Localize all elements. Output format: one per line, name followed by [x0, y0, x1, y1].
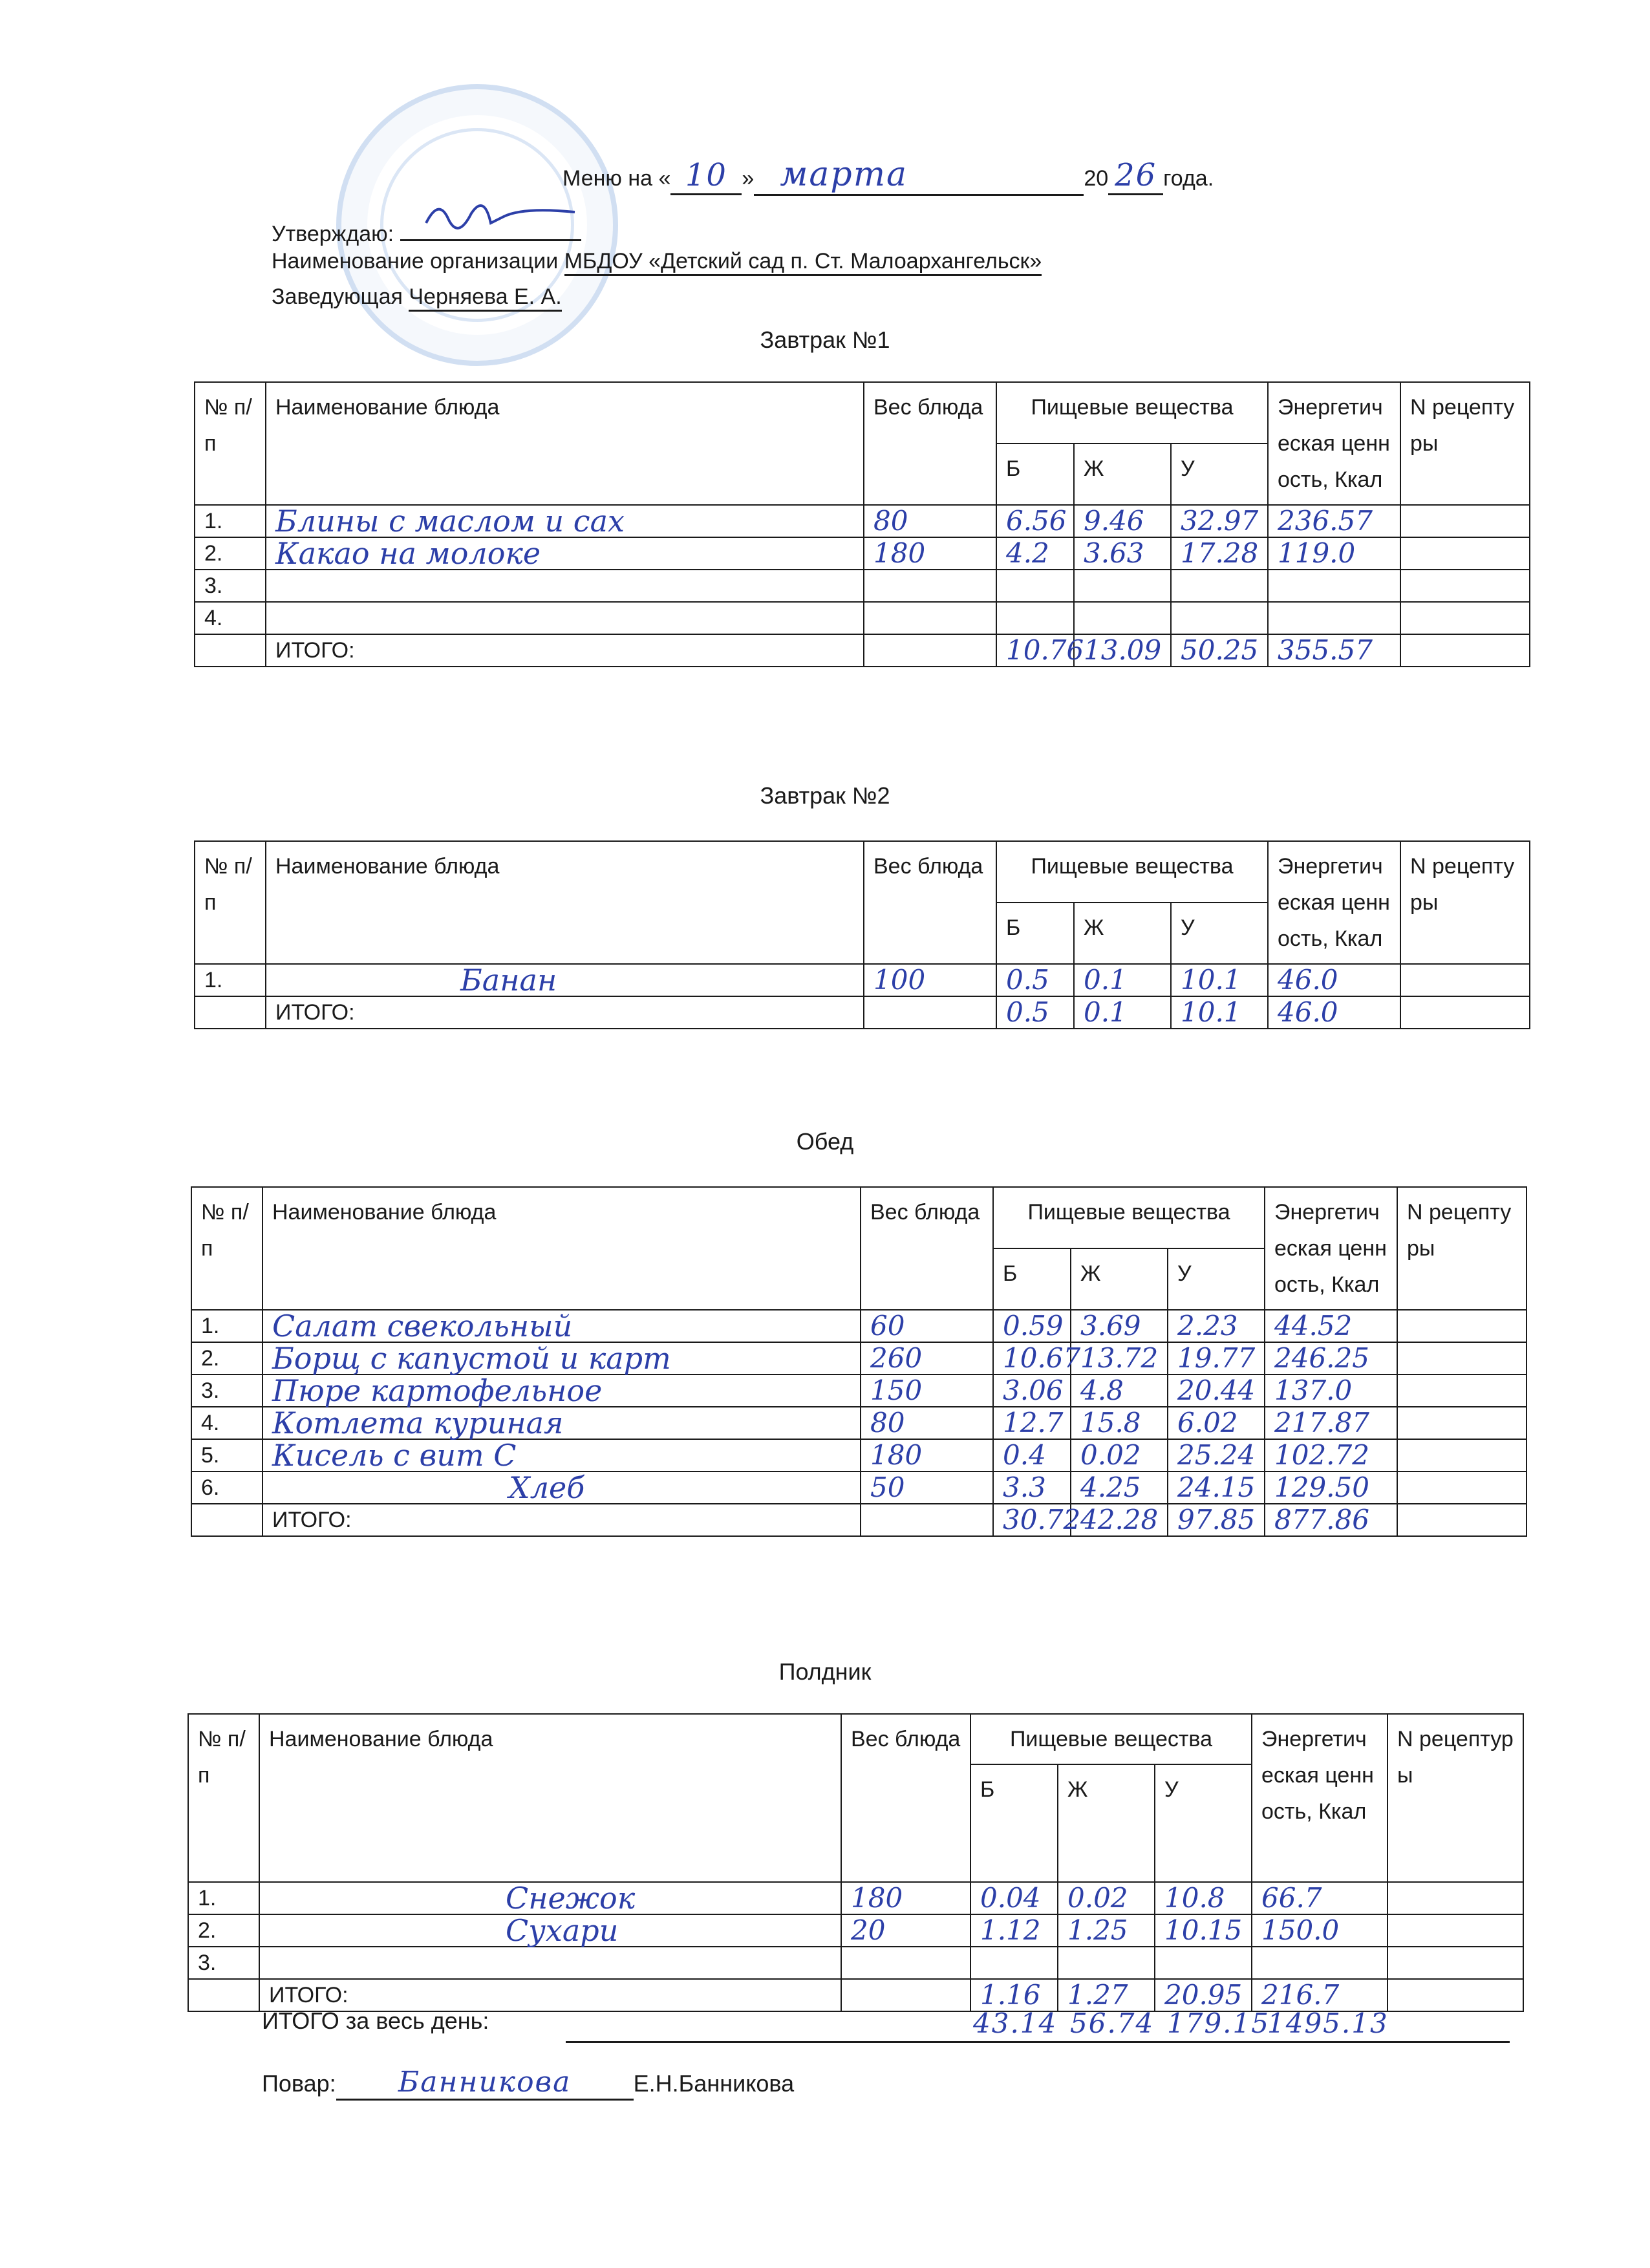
dish-fat: 3.63	[1074, 537, 1171, 570]
col-header-num: № п/п	[188, 1714, 259, 1882]
dish-weight: 60	[861, 1310, 993, 1342]
dish-carbs: 10.8	[1155, 1882, 1252, 1914]
dish-energy	[1252, 1947, 1388, 1979]
dish-carbs	[1155, 1947, 1252, 1979]
total-protein: 0.5	[996, 996, 1074, 1029]
menu-table-lunch	[191, 1186, 1527, 1537]
col-header-u: У	[1155, 1764, 1252, 1882]
approve-label: Утверждаю:	[272, 222, 394, 246]
table-row	[191, 1342, 1527, 1375]
dish-protein: 1.12	[970, 1914, 1058, 1947]
menu-date-line	[562, 155, 1214, 196]
row-num: 2.	[191, 1342, 262, 1375]
dish-carbs: 10.15	[1155, 1914, 1252, 1947]
total-recipe	[1397, 1504, 1527, 1536]
menu-table-snack	[188, 1713, 1524, 2012]
col-header-b: Б	[996, 903, 1074, 964]
dish-energy: 66.7	[1252, 1882, 1388, 1914]
total-label: ИТОГО:	[266, 634, 864, 667]
total-label: ИТОГО:	[262, 1504, 861, 1536]
dish-recipe	[1397, 1310, 1527, 1342]
dish-carbs: 17.28	[1171, 537, 1268, 570]
col-header-recipe: N рецептуры	[1397, 1187, 1527, 1310]
approve-line	[272, 213, 581, 247]
dish-name: Борщ с капустой и карт	[262, 1342, 861, 1375]
signature-mark	[413, 194, 581, 239]
dish-energy: 44.52	[1265, 1310, 1397, 1342]
dish-recipe	[1388, 1882, 1523, 1914]
table-row	[195, 964, 1530, 996]
dish-energy: 119.0	[1268, 537, 1400, 570]
approve-signature	[400, 213, 581, 241]
total-row	[195, 996, 1530, 1029]
dish-weight: 150	[861, 1375, 993, 1407]
dish-energy: 217.87	[1265, 1407, 1397, 1439]
dish-weight: 50	[861, 1471, 993, 1504]
document-header	[0, 0, 1650, 310]
dish-carbs: 25.24	[1168, 1439, 1265, 1471]
dish-protein: 10.67	[993, 1342, 1071, 1375]
dish-name	[266, 602, 864, 634]
table-row	[191, 1407, 1527, 1439]
head-label: Заведующая	[272, 284, 403, 309]
row-num: 1.	[195, 505, 266, 537]
dish-protein: 3.3	[993, 1471, 1071, 1504]
total-fat: 42.28	[1071, 1504, 1168, 1536]
dish-fat: 0.02	[1058, 1882, 1155, 1914]
day-total-energy: 1495.13	[1267, 2007, 1389, 2039]
section-title-breakfast-1: Завтрак №1	[760, 326, 890, 353]
dish-energy	[1268, 570, 1400, 602]
dish-name	[266, 570, 864, 602]
col-header-recipe: N рецептуры	[1388, 1714, 1523, 1882]
table-row	[188, 1947, 1523, 1979]
col-header-energy: Энергетическая ценность, Ккал	[1268, 841, 1400, 964]
col-header-num: № п/п	[191, 1187, 262, 1310]
dish-protein: 12.7	[993, 1407, 1071, 1439]
total-energy: 216.7	[1252, 1979, 1388, 2011]
section-title-snack: Полдник	[778, 1658, 872, 1685]
dish-weight	[841, 1947, 970, 1979]
total-carbs: 97.85	[1168, 1504, 1265, 1536]
dish-carbs: 24.15	[1168, 1471, 1265, 1504]
dish-weight: 180	[861, 1439, 993, 1471]
row-num: 2.	[195, 537, 266, 570]
cook-signature: Банникова	[336, 2066, 634, 2101]
row-num: 1.	[195, 964, 266, 996]
total-carbs: 50.25	[1171, 634, 1268, 667]
menu-year-word: года.	[1163, 166, 1214, 191]
day-total-carbs: 179.15	[1167, 2007, 1270, 2039]
col-header-name: Наименование блюда	[266, 382, 864, 505]
dish-weight: 180	[841, 1882, 970, 1914]
dish-energy: 137.0	[1265, 1375, 1397, 1407]
menu-date-quote: »	[742, 166, 755, 191]
dish-energy: 46.0	[1268, 964, 1400, 996]
total-energy: 355.57	[1268, 634, 1400, 667]
day-total-line	[262, 2007, 1510, 2053]
dish-carbs: 32.97	[1171, 505, 1268, 537]
total-recipe	[1400, 634, 1530, 667]
dish-name: Салат свекольный	[262, 1310, 861, 1342]
dish-recipe	[1400, 505, 1530, 537]
head-line	[272, 284, 562, 312]
dish-weight: 80	[864, 505, 996, 537]
col-header-num: № п/п	[195, 841, 266, 964]
day-total-values	[566, 2007, 1510, 2043]
dish-fat	[1074, 570, 1171, 602]
total-num	[191, 1504, 262, 1536]
dish-fat	[1074, 602, 1171, 634]
dish-fat: 15.8	[1071, 1407, 1168, 1439]
col-header-u: У	[1171, 444, 1268, 505]
total-num	[195, 996, 266, 1029]
total-protein: 1.16	[970, 1979, 1058, 2011]
dish-recipe	[1400, 537, 1530, 570]
dish-weight	[864, 602, 996, 634]
table-row	[191, 1310, 1527, 1342]
total-label: ИТОГО:	[259, 1979, 841, 2011]
dish-energy: 236.57	[1268, 505, 1400, 537]
dish-fat: 9.46	[1074, 505, 1171, 537]
col-header-energy: Энергетическая ценность, Ккал	[1268, 382, 1400, 505]
dish-weight: 180	[864, 537, 996, 570]
total-recipe	[1400, 996, 1530, 1029]
dish-protein	[970, 1947, 1058, 1979]
dish-name: Котлета куриная	[262, 1407, 861, 1439]
dish-fat: 4.8	[1071, 1375, 1168, 1407]
col-header-energy: Энергетическая ценность, Ккал	[1252, 1714, 1388, 1882]
dish-recipe	[1397, 1342, 1527, 1375]
dish-fat	[1058, 1947, 1155, 1979]
total-fat: 0.1	[1074, 996, 1171, 1029]
total-row	[195, 634, 1530, 667]
dish-energy: 150.0	[1252, 1914, 1388, 1947]
total-fat: 1.27	[1058, 1979, 1155, 2011]
menu-day: 10	[670, 157, 742, 195]
total-weight	[864, 634, 996, 667]
dish-carbs	[1171, 570, 1268, 602]
dish-protein: 3.06	[993, 1375, 1071, 1407]
table-row	[191, 1471, 1527, 1504]
table-row	[191, 1439, 1527, 1471]
dish-fat: 3.69	[1071, 1310, 1168, 1342]
dish-energy: 246.25	[1265, 1342, 1397, 1375]
total-carbs: 20.95	[1155, 1979, 1252, 2011]
col-header-energy: Энергетическая ценность, Ккал	[1265, 1187, 1397, 1310]
menu-date-prefix: Меню на «	[562, 166, 671, 191]
dish-recipe	[1397, 1471, 1527, 1504]
dish-protein: 0.04	[970, 1882, 1058, 1914]
menu-table-breakfast-2	[194, 840, 1530, 1029]
col-header-weight: Вес блюда	[861, 1187, 993, 1310]
dish-recipe	[1400, 570, 1530, 602]
section-title-breakfast-2: Завтрак №2	[760, 782, 890, 809]
day-total-fat: 56.74	[1070, 2007, 1155, 2039]
dish-fat: 0.1	[1074, 964, 1171, 996]
dish-name: Кисель с вит С	[262, 1439, 861, 1471]
col-header-nutrients: Пищевые вещества	[970, 1714, 1252, 1764]
dish-fat: 0.02	[1071, 1439, 1168, 1471]
dish-recipe	[1388, 1914, 1523, 1947]
col-header-weight: Вес блюда	[864, 841, 996, 964]
dish-protein	[996, 602, 1074, 634]
total-fat: 13.09	[1074, 634, 1171, 667]
total-num	[195, 634, 266, 667]
dish-name	[259, 1947, 841, 1979]
col-header-recipe: N рецептуры	[1400, 841, 1530, 964]
dish-weight: 20	[841, 1914, 970, 1947]
section-title-lunch: Обед	[796, 1128, 854, 1155]
dish-recipe	[1397, 1439, 1527, 1471]
col-header-name: Наименование блюда	[266, 841, 864, 964]
dish-name: Хлеб	[262, 1471, 861, 1504]
col-header-num: № п/п	[195, 382, 266, 505]
col-header-weight: Вес блюда	[841, 1714, 970, 1882]
col-header-b: Б	[996, 444, 1074, 505]
dish-protein: 4.2	[996, 537, 1074, 570]
col-header-name: Наименование блюда	[262, 1187, 861, 1310]
dish-fat: 13.72	[1071, 1342, 1168, 1375]
day-total-protein: 43.14	[973, 2007, 1058, 2039]
menu-table-breakfast-1	[194, 381, 1530, 667]
total-protein: 10.76	[996, 634, 1074, 667]
col-header-recipe: N рецептуры	[1400, 382, 1530, 505]
dish-weight: 100	[864, 964, 996, 996]
row-num: 4.	[191, 1407, 262, 1439]
col-header-zh: Ж	[1071, 1248, 1168, 1310]
row-num: 1.	[188, 1882, 259, 1914]
dish-protein	[996, 570, 1074, 602]
total-recipe	[1388, 1979, 1523, 2011]
col-header-nutrients: Пищевые вещества	[996, 382, 1268, 444]
table-row	[195, 505, 1530, 537]
col-header-nutrients: Пищевые вещества	[993, 1187, 1265, 1248]
menu-month: марта	[754, 155, 1084, 196]
dish-recipe	[1400, 964, 1530, 996]
total-weight	[861, 1504, 993, 1536]
total-energy: 46.0	[1268, 996, 1400, 1029]
table-row	[195, 570, 1530, 602]
row-num: 3.	[188, 1947, 259, 1979]
organization-label: Наименование организации	[272, 249, 559, 273]
row-num: 6.	[191, 1471, 262, 1504]
table-row	[188, 1882, 1523, 1914]
menu-year-suffix: 26	[1108, 157, 1163, 195]
dish-recipe	[1400, 602, 1530, 634]
col-header-b: Б	[970, 1764, 1058, 1882]
dish-name: Снежок	[259, 1882, 841, 1914]
total-protein: 30.72	[993, 1504, 1071, 1536]
total-carbs: 10.1	[1171, 996, 1268, 1029]
cook-name: Е.Н.Банникова	[633, 2070, 795, 2097]
dish-name: Сухари	[259, 1914, 841, 1947]
dish-energy: 129.50	[1265, 1471, 1397, 1504]
organization-name: МБДОУ «Детский сад п. Ст. Малоархангельск»	[564, 249, 1042, 276]
dish-protein: 6.56	[996, 505, 1074, 537]
col-header-zh: Ж	[1074, 903, 1171, 964]
row-num: 3.	[195, 570, 266, 602]
row-num: 2.	[188, 1914, 259, 1947]
col-header-b: Б	[993, 1248, 1071, 1310]
cook-line	[262, 2066, 794, 2101]
dish-energy	[1268, 602, 1400, 634]
day-total-label: ИТОГО за весь день:	[262, 2007, 489, 2034]
dish-carbs: 19.77	[1168, 1342, 1265, 1375]
row-num: 1.	[191, 1310, 262, 1342]
total-num	[188, 1979, 259, 2011]
dish-name: Пюре картофельное	[262, 1375, 861, 1407]
head-name: Черняева Е. А.	[409, 284, 561, 312]
total-row	[191, 1504, 1527, 1536]
dish-carbs: 20.44	[1168, 1375, 1265, 1407]
col-header-u: У	[1171, 903, 1268, 964]
dish-carbs: 10.1	[1171, 964, 1268, 996]
total-weight	[864, 996, 996, 1029]
dish-carbs	[1171, 602, 1268, 634]
total-energy: 877.86	[1265, 1504, 1397, 1536]
col-header-zh: Ж	[1058, 1764, 1155, 1882]
dish-recipe	[1388, 1947, 1523, 1979]
dish-carbs: 2.23	[1168, 1310, 1265, 1342]
table-row	[191, 1375, 1527, 1407]
menu-year-prefix: 20	[1084, 166, 1109, 191]
col-header-nutrients: Пищевые вещества	[996, 841, 1268, 903]
dish-carbs: 6.02	[1168, 1407, 1265, 1439]
dish-name: Какао на молоке	[266, 537, 864, 570]
dish-recipe	[1397, 1407, 1527, 1439]
total-row	[188, 1979, 1523, 2011]
dish-weight: 80	[861, 1407, 993, 1439]
row-num: 5.	[191, 1439, 262, 1471]
dish-name: Блины с маслом и сах	[266, 505, 864, 537]
row-num: 4.	[195, 602, 266, 634]
dish-protein: 0.59	[993, 1310, 1071, 1342]
dish-name: Банан	[266, 964, 864, 996]
dish-protein: 0.5	[996, 964, 1074, 996]
dish-recipe	[1397, 1375, 1527, 1407]
dish-fat: 1.25	[1058, 1914, 1155, 1947]
table-row	[188, 1914, 1523, 1947]
total-weight	[841, 1979, 970, 2011]
dish-energy: 102.72	[1265, 1439, 1397, 1471]
total-label: ИТОГО:	[266, 996, 864, 1029]
dish-fat: 4.25	[1071, 1471, 1168, 1504]
table-row	[195, 602, 1530, 634]
dish-weight: 260	[861, 1342, 993, 1375]
table-row	[195, 537, 1530, 570]
dish-protein: 0.4	[993, 1439, 1071, 1471]
row-num: 3.	[191, 1375, 262, 1407]
organization-line	[272, 249, 1042, 276]
dish-weight	[864, 570, 996, 602]
col-header-u: У	[1168, 1248, 1265, 1310]
cook-label: Повар:	[262, 2070, 336, 2097]
col-header-name: Наименование блюда	[259, 1714, 841, 1882]
col-header-weight: Вес блюда	[864, 382, 996, 505]
col-header-zh: Ж	[1074, 444, 1171, 505]
